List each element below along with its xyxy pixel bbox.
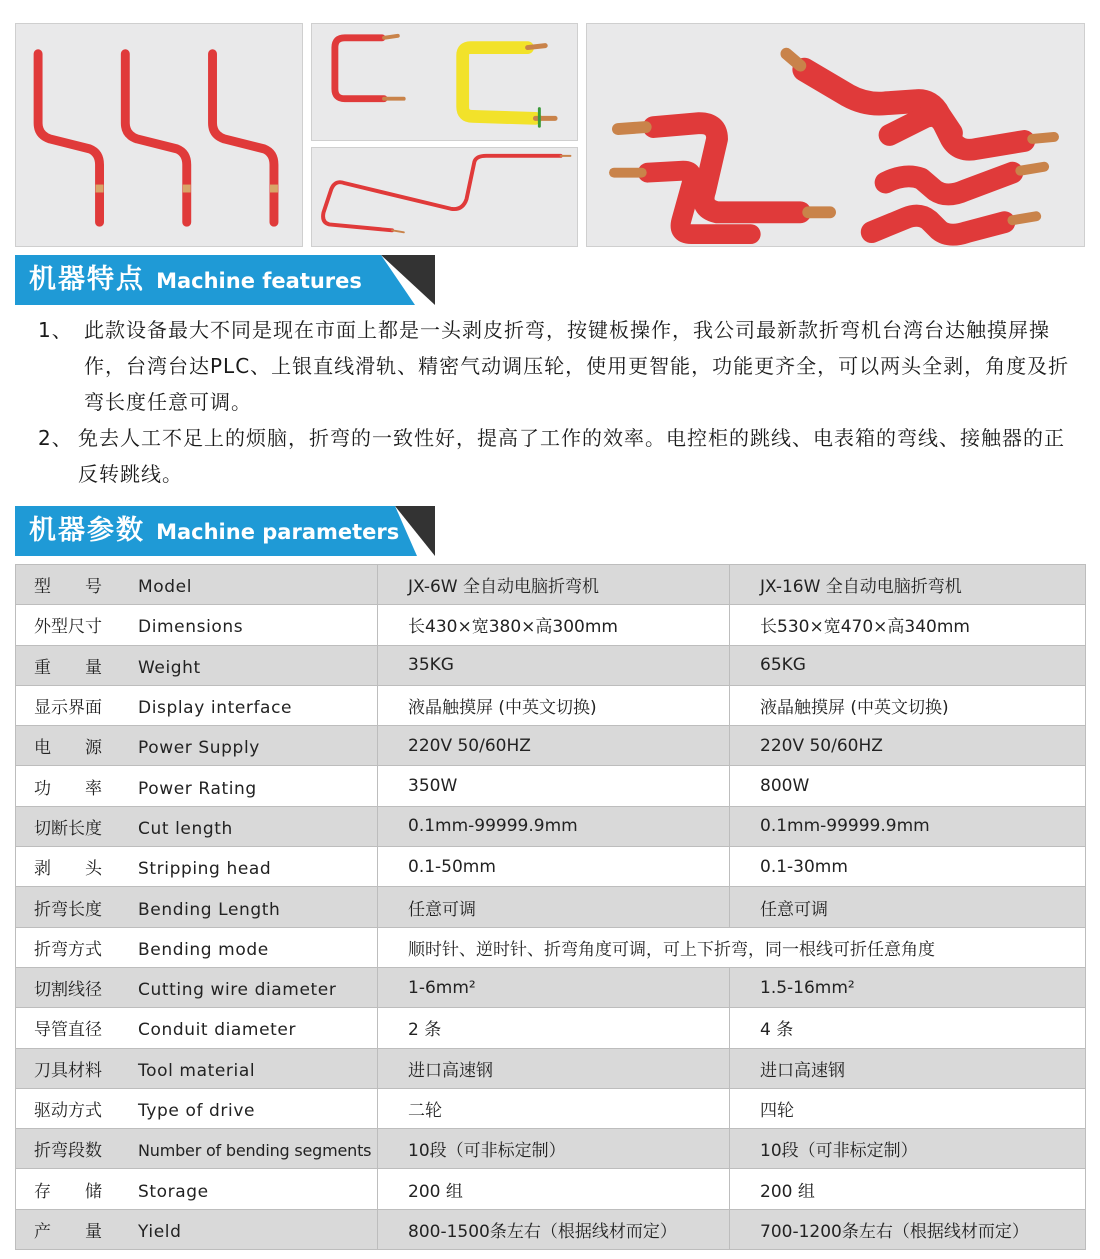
table-row [16, 806, 1086, 846]
param-cn-label: 切割线径 [34, 980, 102, 1001]
param-cn-label: 剥 头 [34, 859, 102, 880]
param-en-label: Cutting wire diameter [138, 980, 337, 1001]
param-name-cell [16, 887, 378, 927]
param-en-label: Yield [138, 1221, 182, 1242]
feature-text: 此款设备最大不同是现在市面上都是一头剥皮折弯，按键板操作，我公司最新款折弯机台湾台达触摸屏操作，台湾台达PLC、上银直线滑轨、精密气动调压轮，使用更智能，功能更齐全，可以两头全剥，角度及折弯长度任意可调。 [84, 318, 1070, 414]
param-cn-label: 存 储 [34, 1181, 102, 1202]
param-en-label: Power Supply [138, 738, 260, 759]
param-cn-label: 导管直径 [34, 1020, 102, 1041]
param-name-cell [16, 847, 378, 887]
table-row [16, 1088, 1086, 1128]
feature-number: 2、 [38, 426, 73, 450]
param-name-cell [16, 1169, 378, 1209]
param-cn-label: 电 源 [34, 738, 102, 759]
table-row [16, 1008, 1086, 1048]
param-name-cell [16, 1048, 378, 1088]
param-cn-label: 折弯方式 [34, 939, 102, 960]
param-cn-label: 重 量 [34, 657, 102, 678]
param-en-label: Conduit diameter [138, 1020, 297, 1041]
param-name-cell [16, 605, 378, 645]
features-title-cn: 机器特点 [29, 264, 145, 295]
param-name-cell [16, 927, 378, 967]
param-value-jx16w: 4 条 [730, 1008, 1086, 1048]
param-value-jx16w: 1.5-16mm² [730, 967, 1086, 1007]
param-value-jx6w: 800-1500条左右（根据线材而定） [378, 1209, 730, 1249]
param-cn-label: 驱动方式 [34, 1101, 102, 1121]
param-value-jx16w: 800W [730, 766, 1086, 806]
param-cn-label: 刀具材料 [34, 1060, 102, 1081]
param-value-jx16w: 200 组 [730, 1169, 1086, 1209]
table-row [16, 887, 1086, 927]
param-en-label: Display interface [138, 698, 293, 719]
param-value-shared: 顺时针、逆时针、折弯角度可调，可上下折弯，同一根线可折任意角度 [378, 927, 1086, 967]
param-value-jx16w: 进口高速钢 [730, 1048, 1086, 1088]
param-name-cell [16, 766, 378, 806]
param-en-label: Stripping head [138, 859, 272, 880]
parameters-title-cn: 机器参数 [29, 515, 145, 546]
table-row [16, 1048, 1086, 1088]
table-row [16, 645, 1086, 685]
param-value-jx6w: 进口高速钢 [378, 1048, 730, 1088]
table-row [16, 685, 1086, 725]
table-row [16, 967, 1086, 1007]
photo-u-bent-wires [311, 23, 578, 141]
param-value-jx6w: 液晶触摸屏 (中英文切换) [378, 685, 730, 725]
param-name-cell [16, 1088, 378, 1128]
param-value-jx16w: 四轮 [730, 1088, 1086, 1128]
param-value-jx16w: 液晶触摸屏 (中英文切换) [730, 685, 1086, 725]
wire-1 [38, 54, 103, 222]
param-cn-label: 功 率 [34, 778, 102, 799]
param-en-label: Storage [138, 1181, 209, 1202]
param-en-label: Dimensions [138, 617, 244, 638]
photo-z-bent-wires [15, 23, 303, 247]
param-value-jx16w: 220V 50/60HZ [730, 726, 1086, 766]
param-en-label: Cut length [138, 818, 233, 839]
param-value-jx16w: 700-1200条左右（根据线材而定） [730, 1209, 1086, 1249]
param-name-cell [16, 1209, 378, 1249]
param-cn-label: 外型尺寸 [34, 617, 102, 638]
s-wire-5 [886, 167, 1045, 195]
features-banner [15, 255, 435, 305]
features-list [38, 312, 1073, 492]
parameters-title-en: Machine parameters [156, 520, 400, 544]
param-name-cell [16, 645, 378, 685]
s-wire-4 [890, 116, 1055, 150]
param-value-jx6w: 350W [378, 766, 730, 806]
param-value-jx6w: 0.1mm-99999.9mm [378, 806, 730, 846]
param-value-jx6w: 二轮 [378, 1088, 730, 1128]
param-cn-label: 型 号 [34, 577, 102, 598]
param-en-label: Bending mode [138, 939, 269, 960]
table-row [16, 1129, 1086, 1169]
wire-3 [213, 54, 278, 222]
parameters-table [15, 564, 1086, 1250]
param-name-cell [16, 565, 378, 605]
s-wire-6 [872, 216, 1037, 235]
feature-item [38, 312, 1073, 420]
param-name-cell [16, 685, 378, 725]
features-title-en: Machine features [156, 269, 362, 293]
param-value-jx6w: 35KG [378, 645, 730, 685]
photo-long-bent-wire [311, 147, 578, 247]
table-row [16, 1169, 1086, 1209]
feature-item [38, 420, 1073, 492]
param-name-cell [16, 967, 378, 1007]
param-cn-label: 产 量 [34, 1221, 102, 1242]
param-name-cell [16, 726, 378, 766]
param-cn-label: 显示界面 [34, 698, 102, 719]
param-value-jx6w: 2 条 [378, 1008, 730, 1048]
param-value-jx6w: 长430×宽380×高300mm [378, 605, 730, 645]
param-cn-label: 折弯段数 [34, 1141, 102, 1162]
param-en-label: Tool material [138, 1060, 256, 1081]
param-en-label: Type of drive [138, 1101, 256, 1121]
param-value-jx16w: 65KG [730, 645, 1086, 685]
param-cn-label: 切断长度 [34, 818, 102, 839]
wire-2 [125, 54, 190, 222]
table-row [16, 927, 1086, 967]
table-row [16, 766, 1086, 806]
param-value-jx6w: 200 组 [378, 1169, 730, 1209]
table-row [16, 1209, 1086, 1249]
param-name-cell [16, 806, 378, 846]
table-row [16, 565, 1086, 605]
param-name-cell [16, 1008, 378, 1048]
param-value-jx16w: 0.1mm-99999.9mm [730, 806, 1086, 846]
table-row [16, 726, 1086, 766]
param-value-jx6w: 任意可调 [378, 887, 730, 927]
param-value-jx16w: JX-16W 全自动电脑折弯机 [730, 565, 1086, 605]
param-name-cell [16, 1129, 378, 1169]
param-value-jx6w: 10段（可非标定制） [378, 1129, 730, 1169]
param-cn-label: 折弯长度 [34, 899, 102, 920]
photo-s-bent-wires [586, 23, 1085, 247]
parameters-banner [15, 506, 435, 556]
param-en-label: Model [138, 577, 193, 598]
param-value-jx6w: 0.1-50mm [378, 847, 730, 887]
param-value-jx6w: 1-6mm² [378, 967, 730, 1007]
table-row [16, 847, 1086, 887]
param-en-label: Bending Length [138, 899, 281, 920]
param-value-jx16w: 0.1-30mm [730, 847, 1086, 887]
param-value-jx16w: 任意可调 [730, 887, 1086, 927]
param-en-label: Number of bending segments [138, 1141, 372, 1161]
param-value-jx16w: 10段（可非标定制） [730, 1129, 1086, 1169]
param-value-jx6w: JX-6W 全自动电脑折弯机 [378, 565, 730, 605]
param-en-label: Weight [138, 657, 201, 678]
param-en-label: Power Rating [138, 778, 257, 799]
feature-number: 1、 [38, 318, 73, 342]
feature-text: 免去人工不足上的烦脑，折弯的一致性好，提高了工作的效率。电控柜的跳线、电表箱的弯线、接触器的正反转跳线。 [78, 426, 1065, 486]
param-value-jx6w: 220V 50/60HZ [378, 726, 730, 766]
table-row [16, 605, 1086, 645]
param-value-jx16w: 长530×宽470×高340mm [730, 605, 1086, 645]
